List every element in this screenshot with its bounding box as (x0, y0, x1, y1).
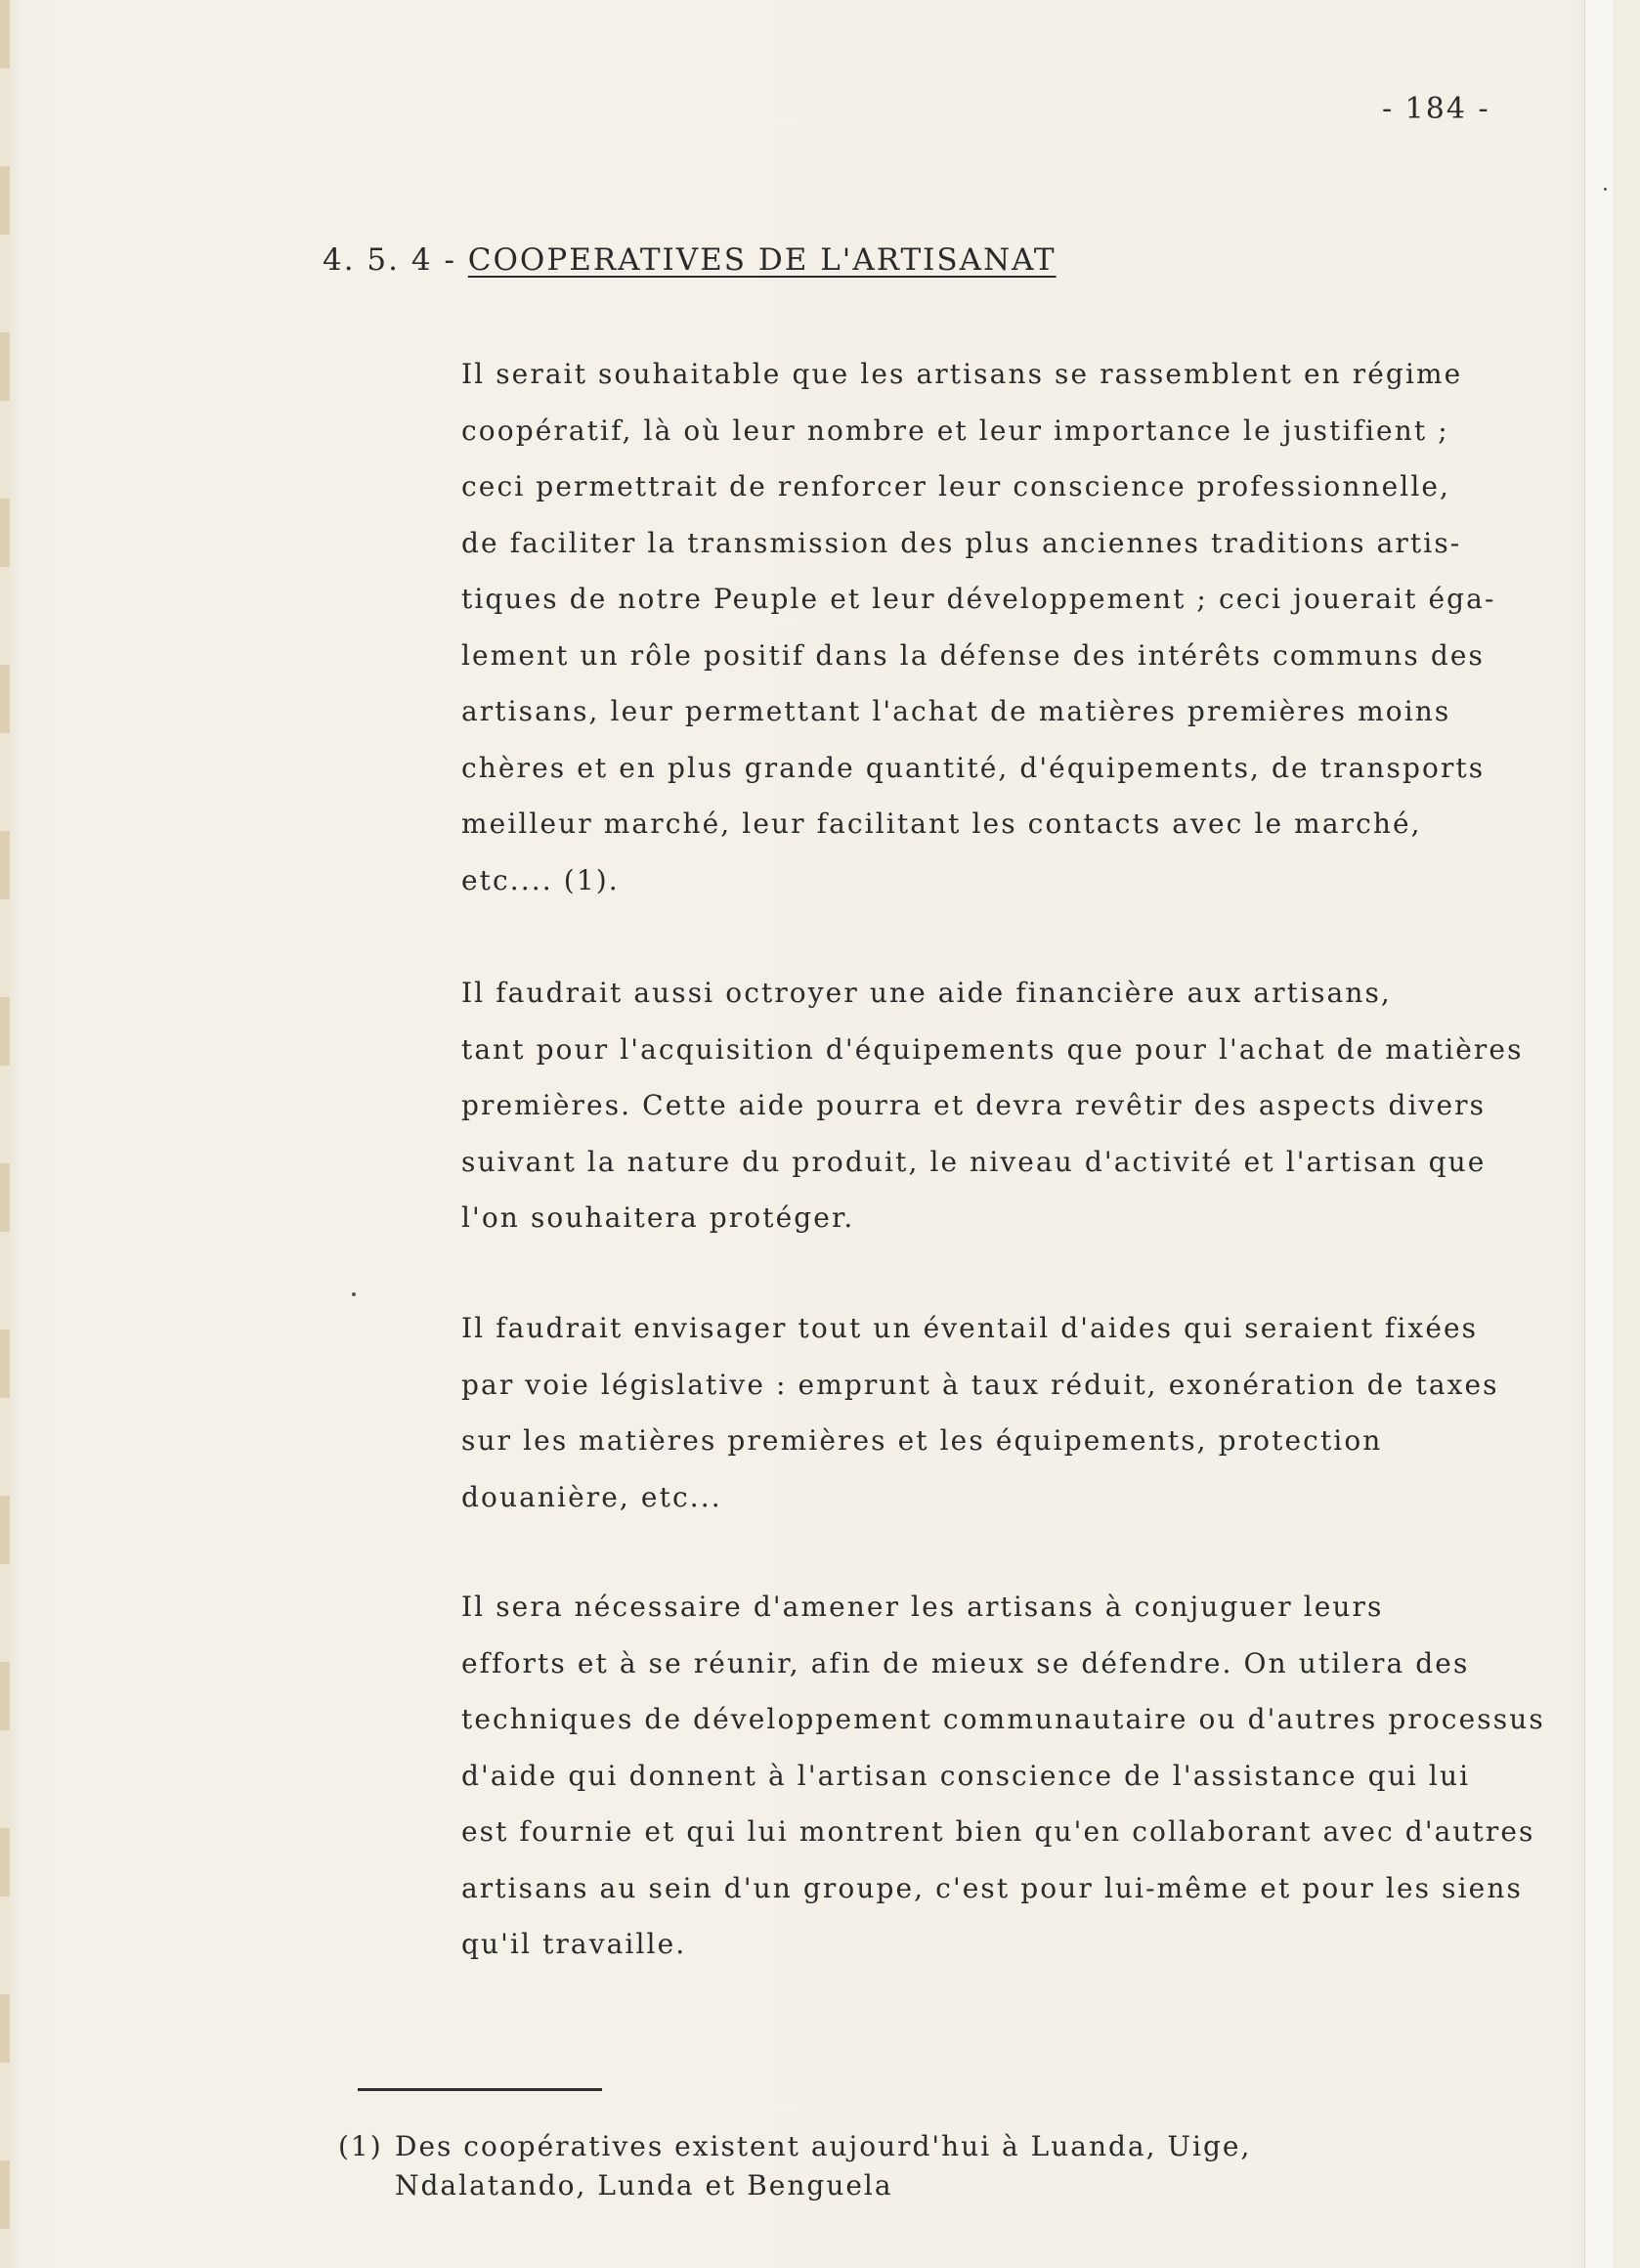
text-line: qu'il travaille. (461, 1928, 687, 1960)
text-line: douanière, etc... (461, 1480, 722, 1513)
paragraph-4 (461, 1579, 1595, 1973)
text-line: l'on souhaitera protéger. (461, 1201, 855, 1234)
text-line: Il sera nécessaire d'amener les artisans à conjuguer leurs (461, 1591, 1384, 1623)
section-number: 4. 5. 4 - (323, 242, 456, 278)
text-line: tant pour l'acquisition d'équipements que pour l'achat de matières (461, 1032, 1524, 1066)
text-line: lement un rôle positif dans la défense des intérêts communs des (461, 638, 1486, 672)
text-line: d'aide qui donnent à l'artisan conscience de l'assistance qui lui (461, 1759, 1471, 1792)
text-line: artisans au sein d'un groupe, c'est pour lui-même et pour les siens (461, 1871, 1523, 1904)
text-line: ceci permettrait de renforcer leur conscience professionnelle, (461, 470, 1451, 502)
text-line: est fournie et qui lui montrent bien qu'en collaborant avec d'autres (461, 1815, 1535, 1848)
ink-speck (1604, 188, 1607, 191)
section-heading (323, 242, 1057, 278)
text-line: Il faudrait aussi octroyer une aide financière aux artisans, (461, 977, 1392, 1009)
text-line: efforts et à se réunir, afin de mieux se défendre. On utilera des (461, 1646, 1470, 1679)
text-line: techniques de développement communautaire ou d'autres processus (461, 1703, 1545, 1735)
text-line: suivant la nature du produit, le niveau d'activité et l'artisan que (461, 1145, 1487, 1178)
text-line: etc.... (1). (461, 863, 620, 896)
page-number: - 184 - (1382, 92, 1490, 126)
text-line: meilleur marché, leur facilitant les contacts avec le marché, (461, 807, 1422, 840)
text-line: tiques de notre Peuple et leur développement ; ceci jouerait éga- (461, 583, 1496, 615)
text-line: artisans, leur permettant l'achat de matières premières moins (461, 695, 1451, 727)
footnote (338, 2127, 1568, 2205)
footnote-rule (358, 2088, 602, 2091)
text-line: premières. Cette aide pourra et devra revêtir des aspects divers (461, 1089, 1487, 1121)
binding-edge (0, 0, 10, 2268)
paragraph-3 (461, 1300, 1595, 1525)
text-line: Il serait souhaitable que les artisans se rassemblent en régime (461, 358, 1463, 390)
footnote-line: Des coopératives existent aujourd'hui à Luanda, Uige, (395, 2130, 1252, 2162)
ink-speck (352, 1292, 356, 1296)
paragraph-1 (461, 346, 1595, 908)
text-line: coopératif, là où leur nombre et leur importance le justifient ; (461, 414, 1449, 447)
text-line: par voie législative : emprunt à taux réduit, exonération de taxes (461, 1368, 1499, 1401)
text-line: Il faudrait envisager tout un éventail d'aides qui seraient fixées (461, 1312, 1479, 1344)
paragraph-2 (461, 965, 1595, 1246)
footnote-line: Ndalatando, Lunda et Benguela (395, 2169, 893, 2202)
section-title: COOPERATIVES DE L'ARTISANAT (467, 242, 1057, 278)
text-line: sur les matières premières et les équipements, protection (461, 1424, 1383, 1457)
footnote-marker: (1) (338, 2130, 383, 2162)
text-line: chères et en plus grande quantité, d'équipements, de transports (461, 751, 1486, 784)
text-line: de faciliter la transmission des plus anciennes traditions artis- (461, 526, 1462, 559)
